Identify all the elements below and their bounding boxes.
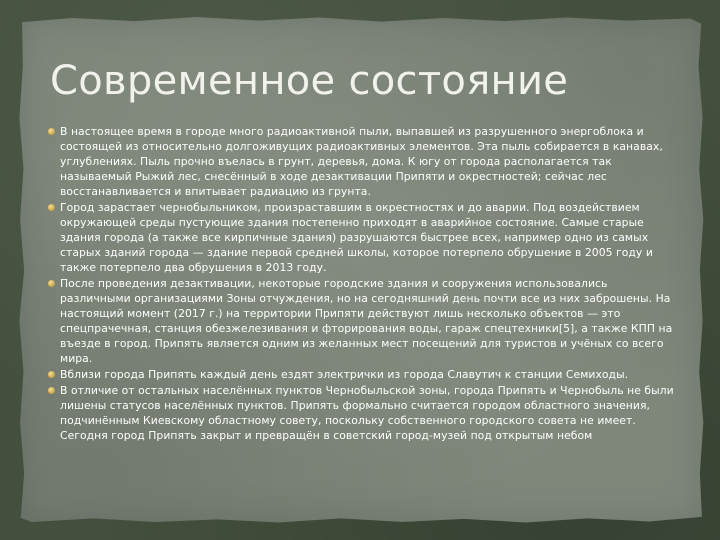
bullet-icon (48, 387, 55, 394)
list-item (48, 383, 678, 443)
bullet-icon (48, 280, 55, 287)
slide-title: Современное состояние (50, 58, 569, 104)
bullet-text: После проведения дезактивации, некоторые городские здания и сооружения использовались различными организациями Зоны отчуждения, но на сегодняшний день почти все из них заброшены. На настоящий момент (2017 г.) на территории Припяти действуют лишь несколько объектов — это спецпрачечная, станция обезжелезивания и фторирования воды, гараж спецтехники[5], а также КПП на въезде в город. Припять является одним из желанных мест посещений для туристов и учёных со всего мира. (60, 277, 673, 365)
list-item (48, 276, 678, 366)
bullet-list (48, 124, 678, 444)
bullet-icon (48, 204, 55, 211)
bullet-text: В настоящее время в городе много радиоактивной пыли, выпавшей из разрушенного энергоблока и состоящей из относительно долгоживущих радиоактивных элементов. Эта пыль собирается в канавах, углублениях. Пыль прочно въелась в грунт, деревья, дома. К югу от города располагается так называемый Рыжий лес, снесённый в ходе дезактивации Припяти и окрестностей; сейчас лес восстанавливается и впитывает радиацию из грунта. (60, 125, 663, 198)
bullet-icon (48, 128, 55, 135)
bullet-text: Город зарастает чернобыльником, произраставшим в окрестностях и до аварии. Под воздействием окружающей среды пустующие здания постепенно приходят в аварийное состояние. Самые старые здания города (а также все кирпичные здания) разрушаются быстрее всех, например одно из самых старых зданий города — здание первой средней школы, которое потерпело обрушение в 2005 году и также потерпело два обрушения в 2013 году. (60, 201, 653, 274)
list-item (48, 367, 678, 382)
bullet-text: В отличие от остальных населённых пунктов Чернобыльской зоны, города Припять и Чернобыль не были лишены статусов населённых пунктов. Припять формально считается городом областного значения, подчинённым Киевскому областному совету, поскольку собственного городского совета не имеет. Сегодня город Припять закрыт и превращён в советский город-музей под открытым небом (60, 384, 674, 442)
list-item (48, 200, 678, 275)
bullet-icon (48, 371, 55, 378)
list-item (48, 124, 678, 199)
bullet-text: Вблизи города Припять каждый день ездят электрички из города Славутич к станции Семиходы. (60, 368, 629, 381)
